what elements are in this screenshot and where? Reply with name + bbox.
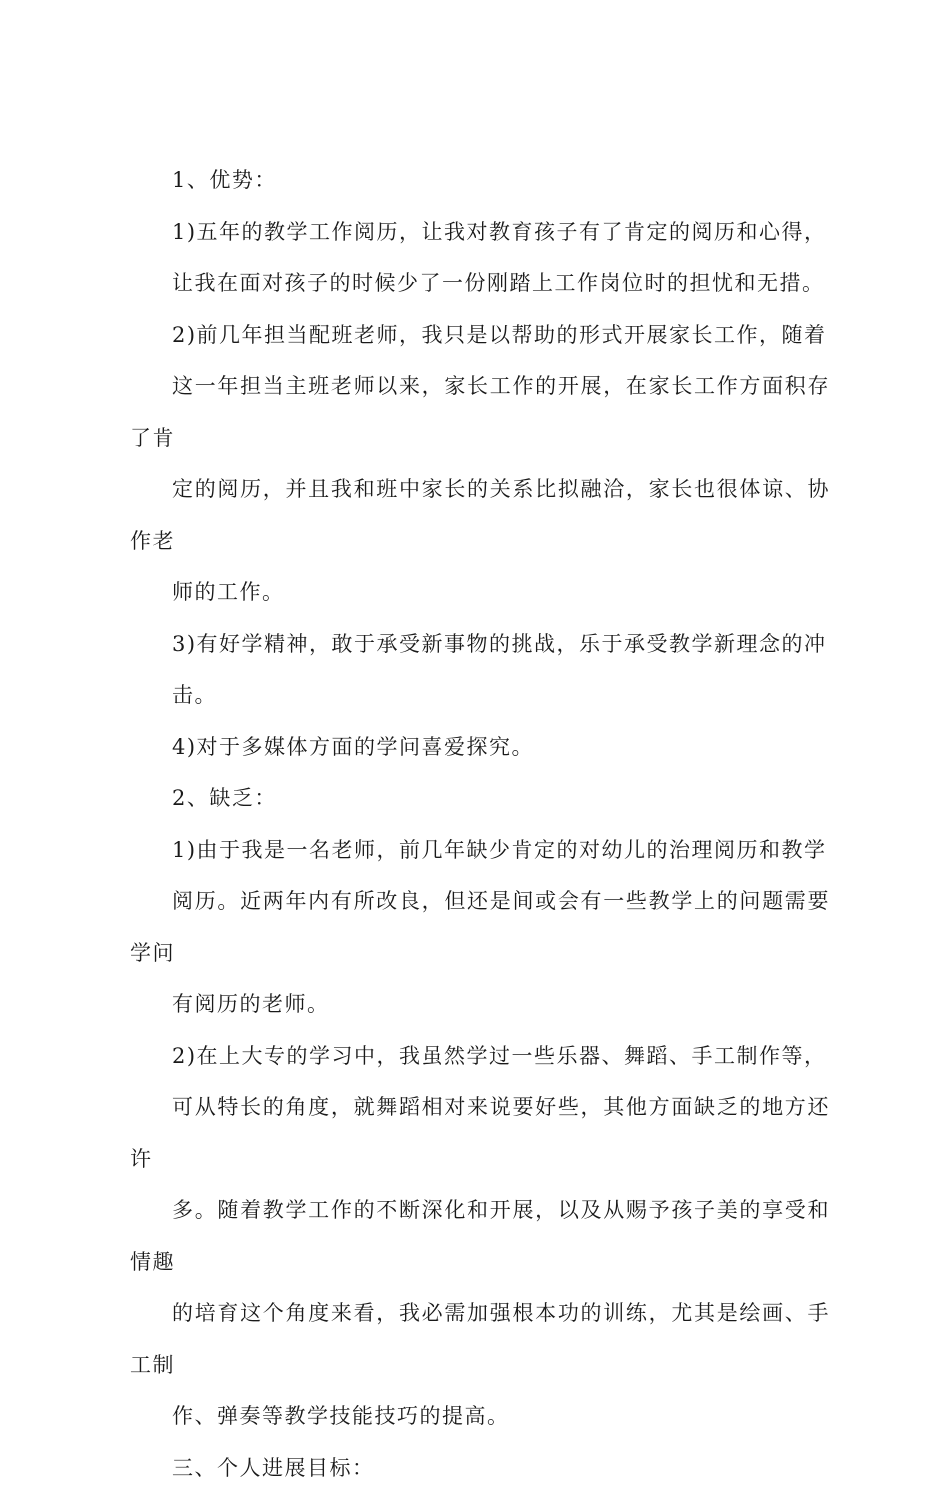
text-line: 2、缺乏： (130, 773, 830, 825)
text-line: 多。随着教学工作的不断深化和开展，以及从赐予孩子美的享受和情趣 (130, 1185, 830, 1288)
text-line: 作、弹奏等教学技能技巧的提高。 (130, 1391, 830, 1443)
text-line: 师的工作。 (130, 567, 830, 619)
heading-personal-goals (130, 1443, 830, 1494)
text-line: 的培育这个角度来看，我必需加强根本功的训练，尤其是绘画、手工制 (130, 1288, 830, 1391)
text-line: 定的阅历，并且我和班中家长的关系比拟融洽，家长也很体谅、协作老 (130, 464, 830, 567)
heading-shortcomings (130, 773, 830, 825)
text-line: 3)有好学精神，敢于承受新事物的挑战，乐于承受教学新理念的冲 (130, 619, 830, 671)
text-line: 三、个人进展目标： (130, 1443, 830, 1494)
text-line: 2)在上大专的学习中，我虽然学过一些乐器、舞蹈、手工制作等， (130, 1031, 830, 1083)
text-line: 这一年担当主班老师以来，家长工作的开展，在家长工作方面积存了肯 (130, 361, 830, 464)
text-line: 1、优势： (130, 155, 830, 207)
text-line: 2)前几年担当配班老师，我只是以帮助的形式开展家长工作，随着 (130, 310, 830, 362)
paragraph-shortcoming-1 (130, 825, 830, 1031)
paragraph-advantage-2 (130, 310, 830, 619)
text-line: 阅历。近两年内有所改良，但还是间或会有一些教学上的问题需要学问 (130, 876, 830, 979)
text-line: 4)对于多媒体方面的学问喜爱探究。 (130, 722, 830, 774)
text-line: 1)五年的教学工作阅历，让我对教育孩子有了肯定的阅历和心得， (130, 207, 830, 259)
text-line: 击。 (130, 670, 830, 722)
text-line: 可从特长的角度，就舞蹈相对来说要好些，其他方面缺乏的地方还许 (130, 1082, 830, 1185)
paragraph-advantage-4 (130, 722, 830, 774)
text-line: 1)由于我是一名老师，前几年缺少肯定的对幼儿的治理阅历和教学 (130, 825, 830, 877)
paragraph-advantage-3 (130, 619, 830, 722)
paragraph-advantage-1 (130, 207, 830, 310)
heading-advantages (130, 155, 830, 207)
text-line: 让我在面对孩子的时候少了一份刚踏上工作岗位时的担忧和无措。 (130, 258, 830, 310)
text-line: 有阅历的老师。 (130, 979, 830, 1031)
document-body (130, 155, 830, 1494)
paragraph-shortcoming-2 (130, 1031, 830, 1443)
